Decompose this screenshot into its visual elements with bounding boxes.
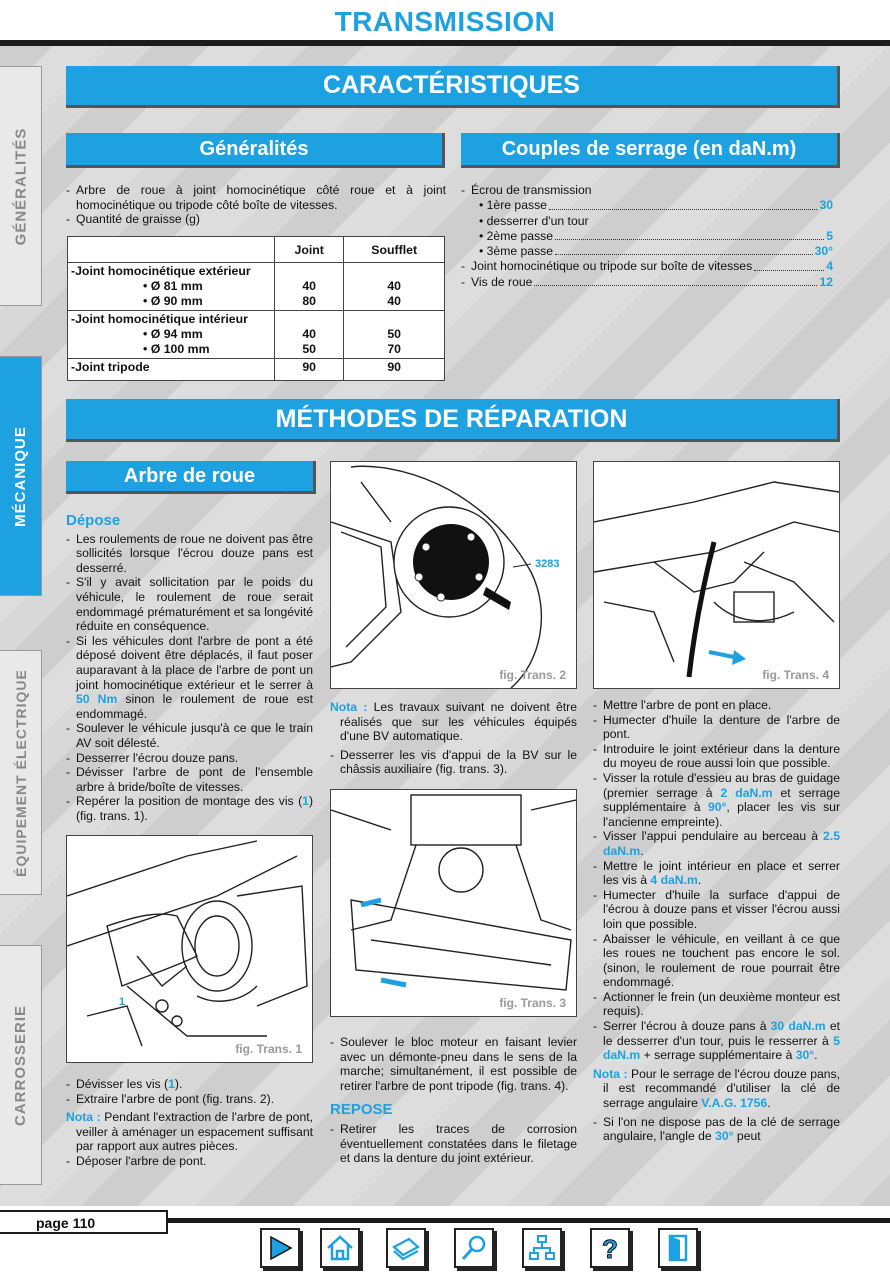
- figure-2-drawing: [331, 462, 576, 688]
- torque-row: • 1ère passe 30: [479, 198, 833, 213]
- table-row: -Joint homocinétique extérieur • Ø 81 mm • Ø 90 mm 40 80 40 40: [68, 263, 445, 311]
- side-tab-generalites[interactable]: GÉNÉRALITÉS: [0, 66, 42, 306]
- side-tab-carrosserie[interactable]: CARROSSERIE: [0, 945, 42, 1185]
- column-2-top: Nota : Les travaux suivant ne doivent être réalisés que sur les véhicules équipés d'une BV automatique. - Desserrer les vis d'appui de la BV sur le châssis auxiliaire (fig. trans. 3).: [330, 700, 577, 777]
- torque-row: • 2ème passe 5: [479, 228, 833, 243]
- page-title: TRANSMISSION: [334, 6, 556, 37]
- section-methodes: MÉTHODES DE RÉPARATION: [66, 399, 840, 442]
- figure-1-caption: fig. Trans. 1: [235, 1042, 302, 1056]
- figure-4-caption: fig. Trans. 4: [762, 668, 829, 682]
- documents-button[interactable]: [386, 1228, 426, 1268]
- subheading-depose: Dépose: [66, 512, 121, 529]
- figure-1-drawing: [67, 836, 312, 1062]
- section-caracteristiques: CARACTÉRISTIQUES: [66, 66, 840, 108]
- help-icon: [595, 1233, 625, 1263]
- side-tab-mecanique[interactable]: MÉCANIQUE: [0, 356, 42, 596]
- figure-trans-3: [330, 789, 577, 1017]
- home-icon: [325, 1233, 355, 1263]
- figure-trans-1: [66, 835, 313, 1063]
- svg-text:?: ?: [602, 1234, 618, 1263]
- exit-icon: [663, 1233, 693, 1263]
- column-1-bottom: - Dévisser les vis (1). - Extraire l'arbre de pont (fig. trans. 2). Nota : Pendant l'extraction de l'arbre de pont, veiller à aménager un espacement suffisant par rapport aux autres pièces. - Déposer l'arbre de pont.: [66, 1077, 313, 1169]
- column-1: Dépose - Les roulements de roue ne doivent pas être sollicités lorsque l'écrou douze pans est desserré. - S'il y avait sollicitation par le poids du véhicule, le roulement de roue serait endommagé prématurément et sa longévité réduite en conséquence. - Si les véhicules dont l'arbre de pont a été déposé doivent être déplacés, il faut poser auparavant à la place de l'arbre de pont un joint homocinétique extérieur et le serrer à 50 Nm sinon le roulement de roue est endommagé. - Soulever le véhicule jusqu'à ce que le train AV soit délesté. - Desserrer l'écrou douze pans. - Dévisser l'arbre de pont de l'ensemble arbre à bride/boîte de vitesses. - Repérer la position de montage des vis (1) (fig. trans. 1).: [66, 514, 313, 823]
- generalites-text: [66, 183, 446, 227]
- column-2-bottom: - Soulever le bloc moteur en faisant levier avec un démonte-pneu dans le sens de la marche; simultanément, il est possible de retirer l'arbre de pont tripode (fig. trans. 4). REPOSE - Retirer les traces de corrosion éventuellement constatées dans le filetage et dans la denture du joint extérieur.: [330, 1035, 577, 1166]
- help-button[interactable]: [590, 1228, 630, 1268]
- section-generalites: Généralités: [66, 133, 445, 168]
- table-row: -Joint homocinétique intérieur • Ø 94 mm • Ø 100 mm 40 50 50 70: [68, 311, 445, 359]
- section-arbre-de-roue: Arbre de roue: [66, 461, 316, 494]
- figure-3-caption: fig. Trans. 3: [499, 996, 566, 1010]
- next-button[interactable]: [260, 1228, 300, 1268]
- figure-trans-4: [593, 461, 840, 689]
- sitemap-button[interactable]: [522, 1228, 562, 1268]
- side-tab-equipement-electrique[interactable]: ÉQUIPEMENT ÉLECTRIQUE: [0, 650, 42, 895]
- home-button[interactable]: [320, 1228, 360, 1268]
- figure-2-callout: 3283: [535, 558, 560, 570]
- exit-button[interactable]: [658, 1228, 698, 1268]
- grease-table: [67, 236, 445, 381]
- torque-row: - Vis de roue 12: [461, 275, 833, 290]
- table-header-row: Joint Soufflet: [68, 237, 445, 263]
- search-button[interactable]: [454, 1228, 494, 1268]
- torque-row: • 3ème passe 30°: [479, 244, 833, 259]
- figure-2-caption: fig. Trans. 2: [499, 668, 566, 682]
- section-couples: Couples de serrage (en daN.m): [461, 133, 840, 168]
- sitemap-icon: [527, 1233, 557, 1263]
- torque-row: - Joint homocinétique ou tripode sur boîte de vitesses 4: [461, 259, 833, 274]
- figure-4-drawing: [594, 462, 839, 688]
- documents-icon: [391, 1233, 421, 1263]
- column-3: - Mettre l'arbre de pont en place. - Humecter d'huile la denture de l'arbre de pont. - Introduire le joint extérieur dans la denture du moyeu de roue aussi loin que possible. - Visser la rotule d'essieu au bras de guidage (premier serrage à 2 daN.m et serrage supplémentaire à 90°, placer les vis sur l'ancienne empreinte). - Visser l'appui pendulaire au berceau à 2.5 daN.m. - Mettre le joint intérieur en place et serrer les vis à 4 daN.m. - Humecter d'huile la surface d'appui de l'écrou à douze pans et visser l'écrou aussi loin que possible. - Abaisser le véhicule, en veillant à ce que les roues ne touchent pas encore le sol. (sinon, le roulement de roue pourrait être endommagé. - Actionner le frein (un deuxième monteur est requis). - Serrer l'écrou à douze pans à 30 daN.m et le desserrer d'un tour, puis le resserrer à 5 daN.m + serrage supplémentaire à 30°. Nota : Pour le serrage de l'écrou douze pans, il est recommandé d'utiliser la clé de serrage angulaire V.A.G. 1756. - Si l'on ne dispose pas de la clé de serrage angulaire, l'angle de 30° peut: [593, 698, 840, 1144]
- table-row: -Joint tripode 90 90: [68, 359, 445, 381]
- next-icon: [265, 1233, 295, 1263]
- figure-trans-2: [330, 461, 577, 689]
- couples-list: - Écrou de transmission • 1ère passe 30 • desserrer d'un tour • 2ème passe 5 • 3ème passe 30° - Joint homocinétique ou tripode sur boîte de vitesses 4 - Vis de roue 12: [461, 183, 833, 290]
- figure-3-drawing: [331, 790, 576, 1016]
- page-number: page 110: [0, 1210, 168, 1234]
- generalites-item: - Arbre de roue à joint homocinétique côté roue et à joint homocinétique ou tripode côté boîte de vitesses.: [66, 183, 446, 212]
- search-icon: [459, 1233, 489, 1263]
- generalites-item: - Quantité de graisse (g): [66, 212, 446, 227]
- header-rule: [0, 40, 890, 46]
- subheading-repose: REPOSE: [330, 1101, 393, 1119]
- figure-1-callout: 1: [119, 996, 126, 1008]
